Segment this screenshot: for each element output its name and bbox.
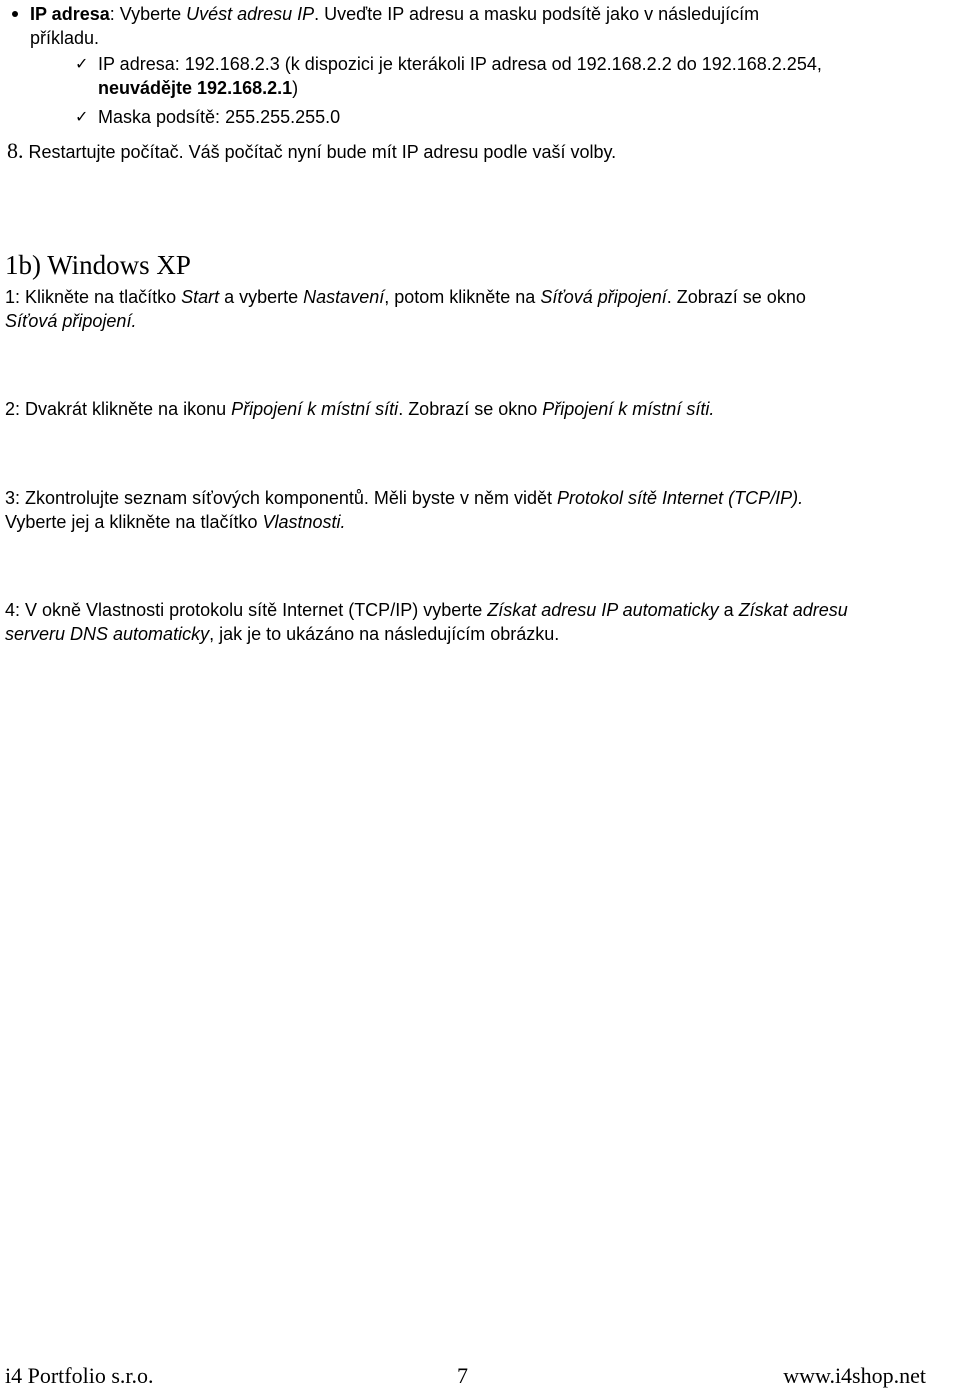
step2-lan-window: Připojení k místní síti. bbox=[542, 399, 715, 419]
step1-network: Síťová připojení bbox=[540, 287, 667, 307]
check-icon: ✓ bbox=[75, 54, 89, 73]
step1-line1 bbox=[5, 285, 806, 309]
check1-tail: ) bbox=[292, 78, 299, 98]
ip-choice: Uvést adresu IP bbox=[186, 4, 315, 24]
check1-line1: IP adresa: 192.168.2.3 (k dispozici je kterákoli IP adresa od 192.168.2.2 do 192.168.2.254, bbox=[98, 54, 822, 74]
step3-line2 bbox=[5, 510, 346, 534]
step1-settings: Nastavení bbox=[303, 287, 385, 307]
step3-text-a: 3: Zkontrolujte seznam síťových komponentů. Měli byste v něm vidět bbox=[5, 488, 557, 508]
step3-properties: Vlastnosti. bbox=[262, 512, 346, 532]
step3-protocol: Protokol sítě Internet (TCP/IP). bbox=[557, 488, 804, 508]
footer-company: i4 Portfolio s.r.o. bbox=[5, 1363, 154, 1388]
step1-text-e: , potom klikněte na bbox=[384, 287, 541, 307]
step3-text-c: Vyberte jej a klikněte na tlačítko bbox=[5, 512, 263, 532]
ip-colon: : Vyberte bbox=[109, 4, 187, 24]
step8-num: 8. bbox=[7, 138, 24, 163]
step4-text-f: , jak je to ukázáno na následujícím obrázku. bbox=[209, 624, 560, 644]
step8-text: Restartujte počítač. Váš počítač nyní bude mít IP adresu podle vaší volby. bbox=[23, 142, 617, 162]
step1-line2: Síťová připojení. bbox=[5, 311, 137, 331]
bullet-ip-cont: příkladu. bbox=[30, 28, 100, 48]
check1-bold: neuvádějte 192.168.2.1 bbox=[98, 78, 293, 98]
step2-text-c: . Zobrazí se okno bbox=[398, 399, 543, 419]
footer-page-number: 7 bbox=[457, 1363, 468, 1388]
ip-label: IP adresa bbox=[30, 4, 110, 24]
check2-text: Maska podsítě: 255.255.255.0 bbox=[98, 107, 341, 127]
step2-text-a: 2: Dvakrát klikněte na ikonu bbox=[5, 399, 232, 419]
footer-url: www.i4shop.net bbox=[783, 1363, 926, 1388]
step3-line1 bbox=[5, 486, 803, 510]
bullet-ip-item bbox=[0, 2, 940, 26]
step4-auto-dns-part1: Získat adresu bbox=[738, 600, 848, 620]
step4-text-c: a bbox=[718, 600, 739, 620]
step4-line1 bbox=[5, 598, 848, 622]
step4-line2 bbox=[5, 622, 559, 646]
step1-start: Start bbox=[181, 287, 220, 307]
step1-text-a: 1: Klikněte na tlačítko bbox=[5, 287, 182, 307]
step4-auto-dns-part2: serveru DNS automaticky bbox=[5, 624, 210, 644]
ip-rest: . Uveďte IP adresu a masku podsítě jako v následujícím bbox=[314, 4, 760, 24]
step2-lan: Připojení k místní síti bbox=[231, 399, 399, 419]
check1-line2 bbox=[98, 76, 298, 100]
bullet-icon bbox=[12, 11, 18, 17]
section-heading: 1b) Windows XP bbox=[5, 250, 191, 280]
step1-text-c: a vyberte bbox=[219, 287, 304, 307]
step2-line bbox=[5, 397, 714, 421]
step4-text-a: 4: V okně Vlastnosti protokolu sítě Internet (TCP/IP) vyberte bbox=[5, 600, 488, 620]
step4-auto-ip: Získat adresu IP automaticky bbox=[487, 600, 719, 620]
check-icon: ✓ bbox=[75, 107, 89, 126]
step1-text-g: . Zobrazí se okno bbox=[666, 287, 806, 307]
step8 bbox=[7, 139, 616, 164]
